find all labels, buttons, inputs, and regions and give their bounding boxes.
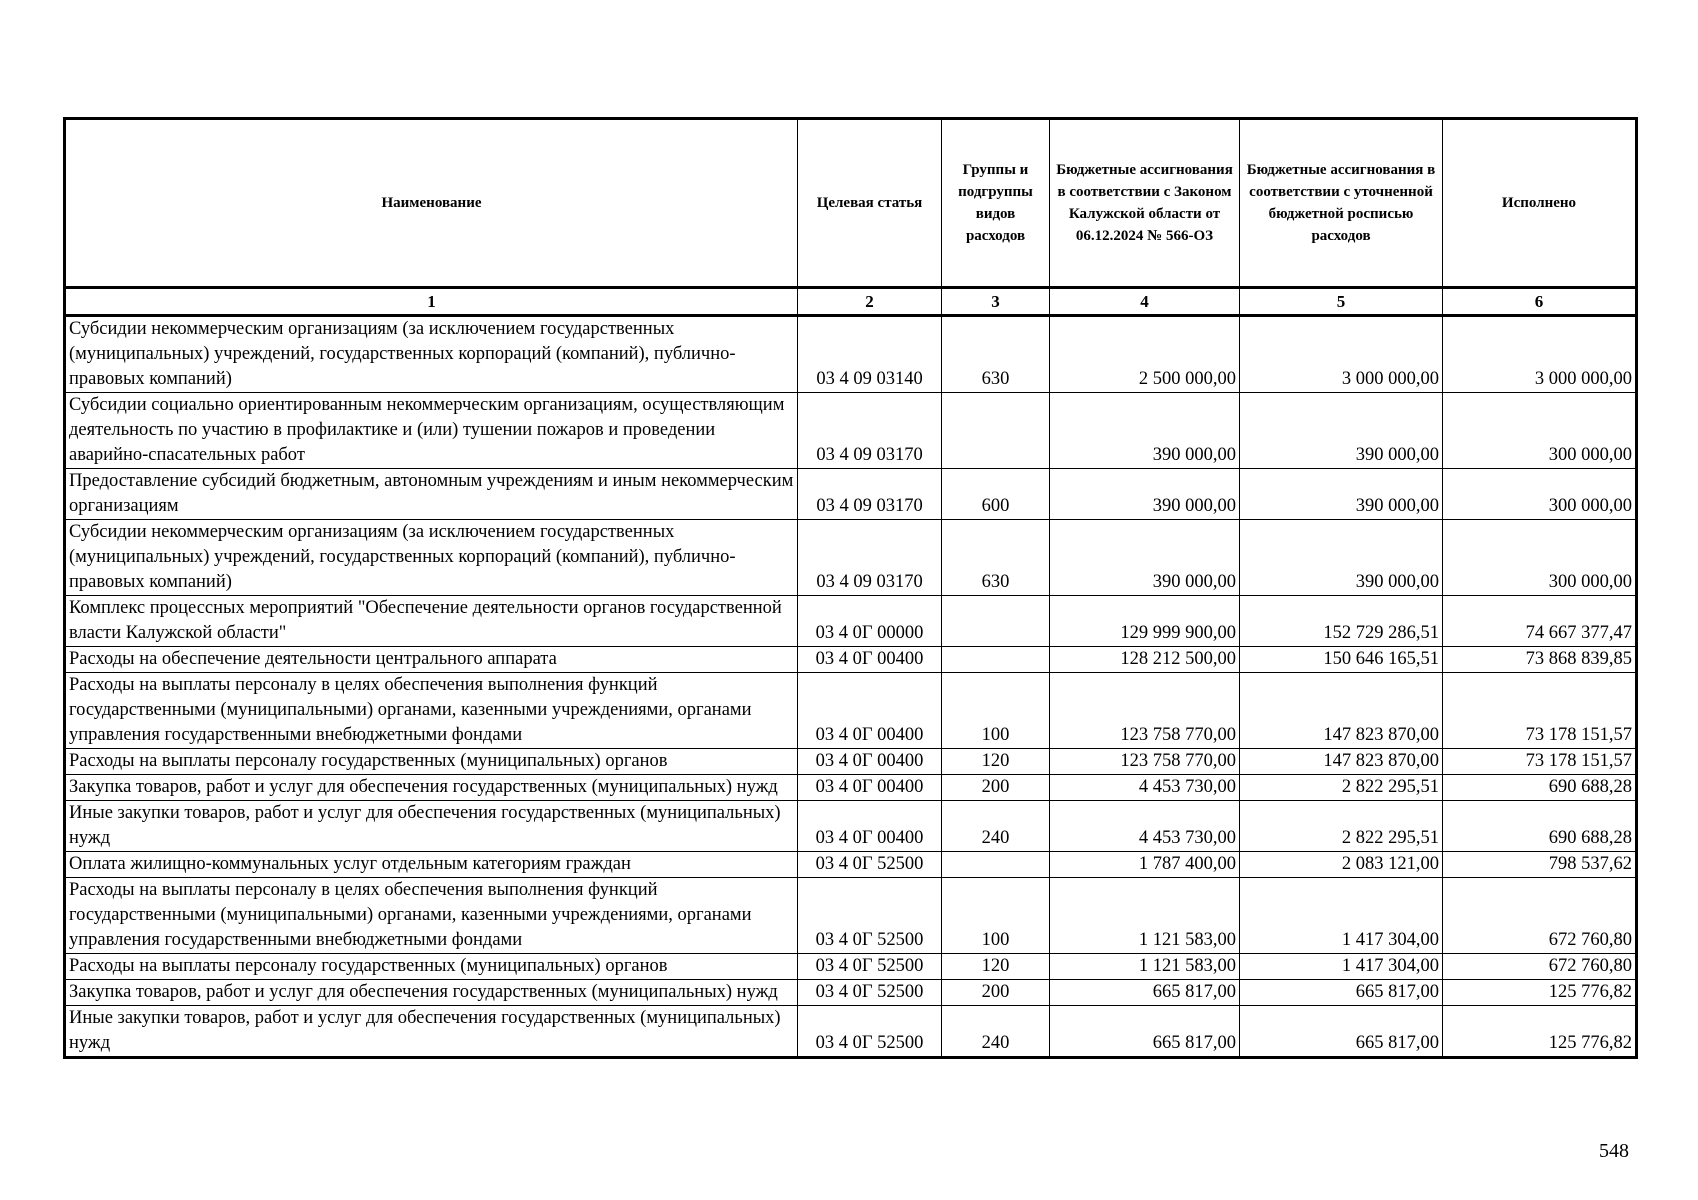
column-number-row	[65, 288, 1637, 316]
row-law-allocation: 1 787 400,00	[1050, 852, 1240, 878]
row-refined-allocation: 390 000,00	[1240, 520, 1443, 596]
row-law-allocation: 390 000,00	[1050, 469, 1240, 520]
row-law-allocation: 129 999 900,00	[1050, 596, 1240, 647]
row-executed: 690 688,28	[1443, 775, 1637, 801]
column-number: 5	[1240, 288, 1443, 316]
column-number: 3	[942, 288, 1050, 316]
row-name: Расходы на выплаты персоналу в целях обеспечения выполнения функций государственными (муниципальными) органами, казенными учреждениями, органами управления государственными внебюджетными фондами	[65, 878, 798, 954]
row-executed: 3 000 000,00	[1443, 316, 1637, 393]
row-name: Расходы на обеспечение деятельности центрального аппарата	[65, 647, 798, 673]
row-target-article: 03 4 0Г 00400	[798, 647, 942, 673]
row-law-allocation: 123 758 770,00	[1050, 673, 1240, 749]
table-row	[65, 647, 1637, 673]
row-executed: 672 760,80	[1443, 954, 1637, 980]
row-refined-allocation: 2 083 121,00	[1240, 852, 1443, 878]
row-expense-group: 120	[942, 749, 1050, 775]
row-executed: 300 000,00	[1443, 393, 1637, 469]
row-executed: 125 776,82	[1443, 980, 1637, 1006]
row-law-allocation: 4 453 730,00	[1050, 801, 1240, 852]
row-law-allocation: 665 817,00	[1050, 1006, 1240, 1058]
row-expense-group: 200	[942, 775, 1050, 801]
row-expense-group	[942, 393, 1050, 469]
row-law-allocation: 128 212 500,00	[1050, 647, 1240, 673]
row-name: Расходы на выплаты персоналу государственных (муниципальных) органов	[65, 749, 798, 775]
table-row	[65, 393, 1637, 469]
row-refined-allocation: 147 823 870,00	[1240, 673, 1443, 749]
row-name: Расходы на выплаты персоналу государственных (муниципальных) органов	[65, 954, 798, 980]
row-target-article: 03 4 0Г 00000	[798, 596, 942, 647]
row-expense-group	[942, 596, 1050, 647]
row-refined-allocation: 1 417 304,00	[1240, 878, 1443, 954]
column-number: 2	[798, 288, 942, 316]
row-name: Оплата жилищно-коммунальных услуг отдельным категориям граждан	[65, 852, 798, 878]
header-target-article: Целевая статья	[798, 119, 942, 288]
row-law-allocation: 4 453 730,00	[1050, 775, 1240, 801]
row-law-allocation: 1 121 583,00	[1050, 954, 1240, 980]
row-refined-allocation: 147 823 870,00	[1240, 749, 1443, 775]
row-name: Расходы на выплаты персоналу в целях обеспечения выполнения функций государственными (муниципальными) органами, казенными учреждениями, органами управления государственными внебюджетными фондами	[65, 673, 798, 749]
row-refined-allocation: 390 000,00	[1240, 469, 1443, 520]
table-row	[65, 673, 1637, 749]
row-executed: 672 760,80	[1443, 878, 1637, 954]
row-executed: 73 178 151,57	[1443, 673, 1637, 749]
header-executed: Исполнено	[1443, 119, 1637, 288]
table-row	[65, 520, 1637, 596]
row-target-article: 03 4 09 03170	[798, 520, 942, 596]
table-row	[65, 878, 1637, 954]
row-target-article: 03 4 09 03170	[798, 469, 942, 520]
row-target-article: 03 4 0Г 52500	[798, 1006, 942, 1058]
table-body	[65, 316, 1637, 1058]
row-expense-group: 120	[942, 954, 1050, 980]
row-name: Закупка товаров, работ и услуг для обеспечения государственных (муниципальных) нужд	[65, 980, 798, 1006]
column-number: 6	[1443, 288, 1637, 316]
row-law-allocation: 1 121 583,00	[1050, 878, 1240, 954]
row-refined-allocation: 665 817,00	[1240, 1006, 1443, 1058]
row-expense-group: 630	[942, 316, 1050, 393]
table-row	[65, 801, 1637, 852]
header-name: Наименование	[65, 119, 798, 288]
row-law-allocation: 665 817,00	[1050, 980, 1240, 1006]
row-refined-allocation: 152 729 286,51	[1240, 596, 1443, 647]
row-law-allocation: 2 500 000,00	[1050, 316, 1240, 393]
row-target-article: 03 4 0Г 52500	[798, 954, 942, 980]
row-target-article: 03 4 0Г 00400	[798, 801, 942, 852]
row-law-allocation: 390 000,00	[1050, 393, 1240, 469]
row-refined-allocation: 665 817,00	[1240, 980, 1443, 1006]
row-refined-allocation: 3 000 000,00	[1240, 316, 1443, 393]
row-law-allocation: 390 000,00	[1050, 520, 1240, 596]
table-row	[65, 980, 1637, 1006]
budget-table	[63, 117, 1638, 1059]
row-executed: 300 000,00	[1443, 520, 1637, 596]
table-row	[65, 954, 1637, 980]
row-refined-allocation: 1 417 304,00	[1240, 954, 1443, 980]
row-law-allocation: 123 758 770,00	[1050, 749, 1240, 775]
row-name: Комплекс процессных мероприятий "Обеспечение деятельности органов государственной власти Калужской области"	[65, 596, 798, 647]
row-executed: 73 868 839,85	[1443, 647, 1637, 673]
row-target-article: 03 4 09 03170	[798, 393, 942, 469]
header-refined-allocations: Бюджетные ассигнования в соответствии с уточненной бюджетной росписью расходов	[1240, 119, 1443, 288]
column-number: 1	[65, 288, 798, 316]
row-name: Предоставление субсидий бюджетным, автономным учреждениям и иным некоммерческим организациям	[65, 469, 798, 520]
row-executed: 125 776,82	[1443, 1006, 1637, 1058]
row-expense-group: 630	[942, 520, 1050, 596]
header-expense-groups: Группы и подгруппы видов расходов	[942, 119, 1050, 288]
row-executed: 74 667 377,47	[1443, 596, 1637, 647]
row-expense-group: 240	[942, 1006, 1050, 1058]
row-target-article: 03 4 0Г 52500	[798, 878, 942, 954]
table-row	[65, 469, 1637, 520]
row-name: Иные закупки товаров, работ и услуг для обеспечения государственных (муниципальных) нужд	[65, 801, 798, 852]
row-target-article: 03 4 0Г 52500	[798, 980, 942, 1006]
row-refined-allocation: 2 822 295,51	[1240, 801, 1443, 852]
row-expense-group	[942, 647, 1050, 673]
table-row	[65, 316, 1637, 393]
row-executed: 73 178 151,57	[1443, 749, 1637, 775]
page-number: 548	[1599, 1140, 1629, 1162]
row-refined-allocation: 150 646 165,51	[1240, 647, 1443, 673]
row-executed: 690 688,28	[1443, 801, 1637, 852]
row-refined-allocation: 390 000,00	[1240, 393, 1443, 469]
column-number: 4	[1050, 288, 1240, 316]
row-name: Закупка товаров, работ и услуг для обеспечения государственных (муниципальных) нужд	[65, 775, 798, 801]
header-law-allocations: Бюджетные ассигнования в соответствии с Законом Калужской области от 06.12.2024 № 566-ОЗ	[1050, 119, 1240, 288]
row-name: Субсидии некоммерческим организациям (за исключением государственных (муниципальных) учреждений, государственных корпораций (компаний), публично-правовых компаний)	[65, 316, 798, 393]
table-header-row	[65, 119, 1637, 288]
table-row	[65, 852, 1637, 878]
row-expense-group: 100	[942, 673, 1050, 749]
row-name: Иные закупки товаров, работ и услуг для обеспечения государственных (муниципальных) нужд	[65, 1006, 798, 1058]
row-expense-group	[942, 852, 1050, 878]
row-executed: 300 000,00	[1443, 469, 1637, 520]
row-name: Субсидии социально ориентированным некоммерческим организациям, осуществляющим деятельность по участию в профилактике и (или) тушении пожаров и проведении аварийно-спасательных работ	[65, 393, 798, 469]
row-expense-group: 240	[942, 801, 1050, 852]
row-refined-allocation: 2 822 295,51	[1240, 775, 1443, 801]
row-target-article: 03 4 0Г 00400	[798, 673, 942, 749]
row-target-article: 03 4 0Г 00400	[798, 749, 942, 775]
table-row	[65, 596, 1637, 647]
table-row	[65, 1006, 1637, 1058]
row-expense-group: 600	[942, 469, 1050, 520]
row-executed: 798 537,62	[1443, 852, 1637, 878]
row-expense-group: 200	[942, 980, 1050, 1006]
row-target-article: 03 4 09 03140	[798, 316, 942, 393]
table-row	[65, 749, 1637, 775]
table-row	[65, 775, 1637, 801]
row-target-article: 03 4 0Г 52500	[798, 852, 942, 878]
row-target-article: 03 4 0Г 00400	[798, 775, 942, 801]
row-expense-group: 100	[942, 878, 1050, 954]
row-name: Субсидии некоммерческим организациям (за исключением государственных (муниципальных) учреждений, государственных корпораций (компаний), публично-правовых компаний)	[65, 520, 798, 596]
